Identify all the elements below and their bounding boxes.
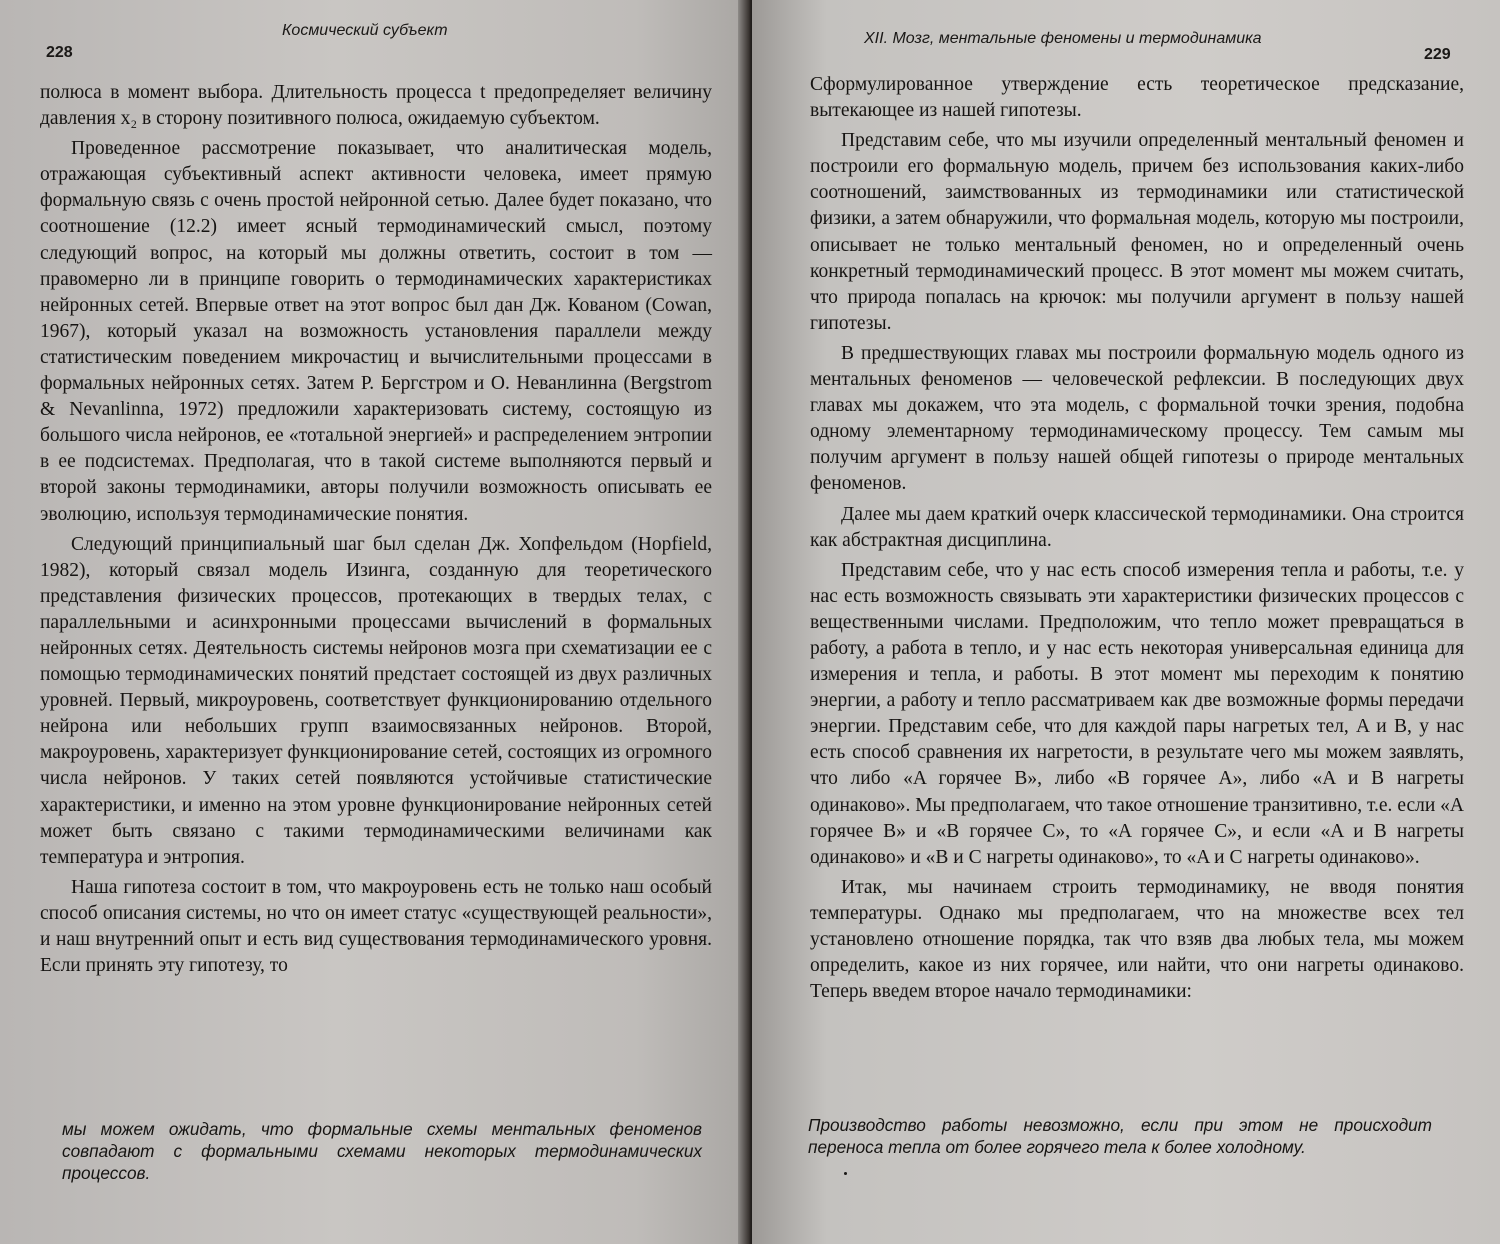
right-paragraph-3: В предшествующих главах мы построили формальную модель одного из ментальных феноменов — человеческой рефлексии. В последующих двух главах мы докажем, что эта модель, с формальной точки зрения, подобна одному элементарному термодинамическому процессу. Тем самым мы получим аргумент в пользу нашей общей гипотезы о природе ментальных феноменов. <box>810 342 1464 495</box>
right-page <box>752 0 1500 1244</box>
left-body-text <box>40 80 712 979</box>
right-running-title: XII. Мозг, ментальные феномены и термодинамика <box>864 30 1262 47</box>
right-paragraph-2: Представим себе, что мы изучили определенный ментальный феномен и построили его формальную модель, причем без использования каких-либо соотношений, заимствованных из термодинамики или статистической физики, а затем обнаружили, что формальная модель, которую мы построили, описывает не только ментальный феномен, но и определенный очень конкретный термодинамический процесс. В этот момент мы можем считать, что природа попалась на крючок: мы получили аргумент в пользу нашей гипотезы. <box>810 130 1464 334</box>
left-paragraph-2: Проведенное рассмотрение показывает, что аналитическая модель, отражающая субъективный аспект активности человека, имеет прямую формальную связь с очень простой нейронной сетью. Далее будет показано, что соотношение (12.2) имеет ясный термодинамический смысл, поэтому следующий вопрос, на который мы должны ответить, состоит в том — правомерно ли в принципе говорить о термодинамических характеристиках нейронных сетей. Впервые ответ на этот вопрос был дан Дж. Кованом (Cowan, 1967), который указал на возможность установления параллели между статистическим поведением микрочастиц и вычислительными процессами в формальных нейронных сетях. Затем Р. Бергстром и О. Неванлинна (Bergstrom & Nevanlinna, 1972) предложили характеризовать систему, состоящую из большого числа нейронов, ее «тотальной энергией» и распределением энтропии в ее подсистемах. Предполагая, что в такой системе выполняются первый и второй законы термодинамики, авторы получили возможность описывать ее эволюцию, используя термодинамические понятия. <box>40 138 712 525</box>
right-body-text <box>810 72 1464 1005</box>
right-paragraph-4: Далее мы даем краткий очерк классической термодинамики. Она строится как абстрактная дисциплина. <box>810 503 1464 551</box>
left-theorem-statement: мы можем ожидать, что формальные схемы ментальных феноменов совпадают с формальными схемами некоторых термодинамических процессов. <box>62 1119 702 1183</box>
left-paragraph-3: Следующий принципиальный шаг был сделан Дж. Хопфельдом (Hopfield, 1982), который связал модель Изинга, созданную для теоретического представления физических процессов, протекающих в твердых телах, с параллельными и асинхронными процессами вычислений в формальных нейронных сетях. Деятельность системы нейронов мозга при схематизации ее с помощью термодинамических понятий предстает состоящей из двух различных уровней. Первый, микроуровень, соответствует функционированию отдельного нейрона или небольших групп взаимосвязанных нейронов. Второй, макроуровень, характеризует функционирование сетей, состоящих из огромного числа нейронов. У таких сетей появляются устойчивые статистические характеристики, и именно на этом уровне функционирование нейронных сетей может быть связано с такими термодинамическими величинами как температура и энтропия. <box>40 533 712 868</box>
left-page <box>0 0 748 1244</box>
left-paragraph-1: полюса в момент выбора. Длительность процесса t предопределяет величину давления x₂ в сторону позитивного полюса, ожидаемую субъектом. <box>40 82 712 130</box>
right-paragraph-1: Сформулированное утверждение есть теоретическое предсказание, вытекающее из нашей гипотезы. <box>810 74 1464 122</box>
right-paragraph-6: Итак, мы начинаем строить термодинамику, не вводя понятия температуры. Однако мы предполагаем, что на множестве всех тел установлено отношение порядка, так что взяв два любых тела, мы можем определить, какое из них горячее, или найти, что они нагреты одинаково. Теперь введем второе начало термодинамики: <box>810 876 1464 1003</box>
right-page-number: 229 <box>1424 46 1451 63</box>
right-paragraph-5: Представим себе, что у нас есть способ измерения тепла и работы, т.е. у нас есть возможность связывать эти характеристики физических процессов с вещественными числами. Предположим, что тепло может превращаться в работу, а работа в тепло, и у нас есть некоторая универсальная единица для измерения и тепла, и работы. В этот момент мы переходим к понятию энергии, а работу и тепло рассматриваем как две возможные формы передачи энергии. Представим себе, что для каждой пары нагретых тел, A и B, у нас есть способ сравнения их нагретости, в результате чего мы можем заявлять, что либо «A горячее B», либо «B горячее A», либо «A и B нагреты одинаково». Мы предполагаем, что такое отношение транзитивно, т.е. если «A горячее B» и «B горячее C», то «A горячее C», и если «A и B нагреты одинаково» и «B и C нагреты одинаково», то «A и C нагреты одинаково». <box>810 559 1464 868</box>
left-paragraph-4: Наша гипотеза состоит в том, что макроуровень есть не только наш особый способ описания системы, но что он имеет статус «существующей реальности», и наш внутренний опыт и есть вид существования термодинамического уровня. Если принять эту гипотезу, то <box>40 876 712 977</box>
left-page-number: 228 <box>46 44 73 61</box>
stray-dot <box>844 1172 847 1175</box>
right-theorem-statement: Производство работы невозможно, если при этом не происходит переноса тепла от более горячего тела к более холодному. <box>808 1115 1432 1157</box>
left-running-title: Космический субъект <box>282 22 448 39</box>
